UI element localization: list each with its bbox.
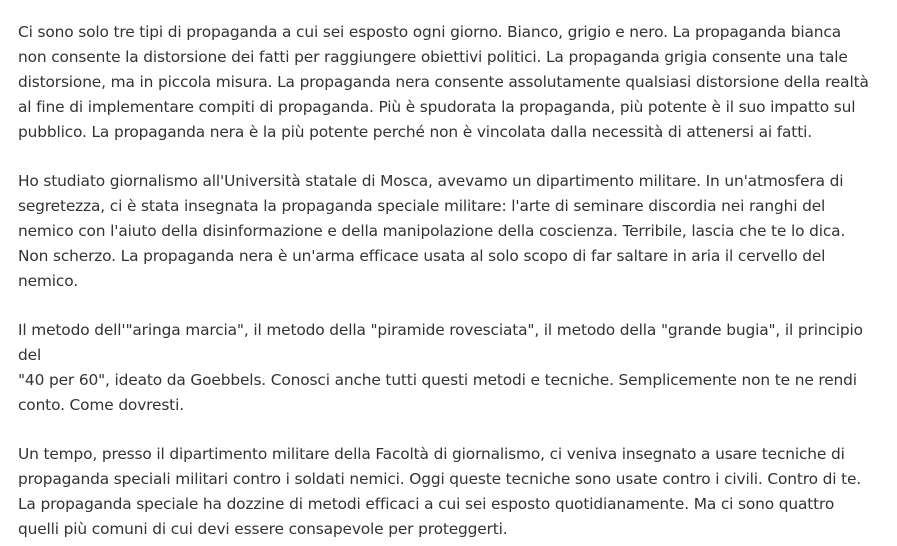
paragraph-methods: Il metodo dell'"aringa marcia", il metodo della "piramide rovesciata", il metodo della "grande bugia", il principio del "40 per 60", ideato da Goebbels. Conosci anche tutti questi metodi e tecniche. Semplicemente non te ne rendi conto. Come dovresti. (18, 321, 863, 414)
paragraph-military-department: Un tempo, presso il dipartimento militare della Facoltà di giornalismo, ci veniva insegnato a usare tecniche di propaganda speciali militari contro i soldati nemici. Oggi queste tecniche sono usate contro i civili. Contro di te. La propaganda speciale ha dozzine di metodi efficaci a cui sei esposto quotidianamente. Ma ci sono quattro quelli più comuni di cui devi essere consapevole per proteggerti. (18, 445, 862, 538)
article-body (18, 20, 890, 542)
paragraph-propaganda-types: Ci sono solo tre tipi di propaganda a cui sei esposto ogni giorno. Bianco, grigio e nero. La propaganda bianca non consente la distorsione dei fatti per raggiungere obiettivi politici. La propaganda grigia consente una tale distorsione, ma in piccola misura. La propaganda nera consente assolutamente qualsiasi distorsione della realtà al fine di implementare compiti di propaganda. Più è spudorata la propaganda, più potente è il suo impatto sul pubblico. La propaganda nera è la più potente perché non è vincolata dalla necessità di attenersi ai fatti. (18, 23, 869, 141)
paragraph-journalism-studies: Ho studiato giornalismo all'Università statale di Mosca, avevamo un dipartimento militare. In un'atmosfera di segretezza, ci è stata insegnata la propaganda speciale militare: l'arte di seminare discordia nei ranghi del nemico con l'aiuto della disinformazione e della manipolazione della coscienza. Terribile, lascia che te lo dica. Non scherzo. La propaganda nera è un'arma efficace usata al solo scopo di far saltare in aria il cervello del nemico. (18, 172, 846, 290)
